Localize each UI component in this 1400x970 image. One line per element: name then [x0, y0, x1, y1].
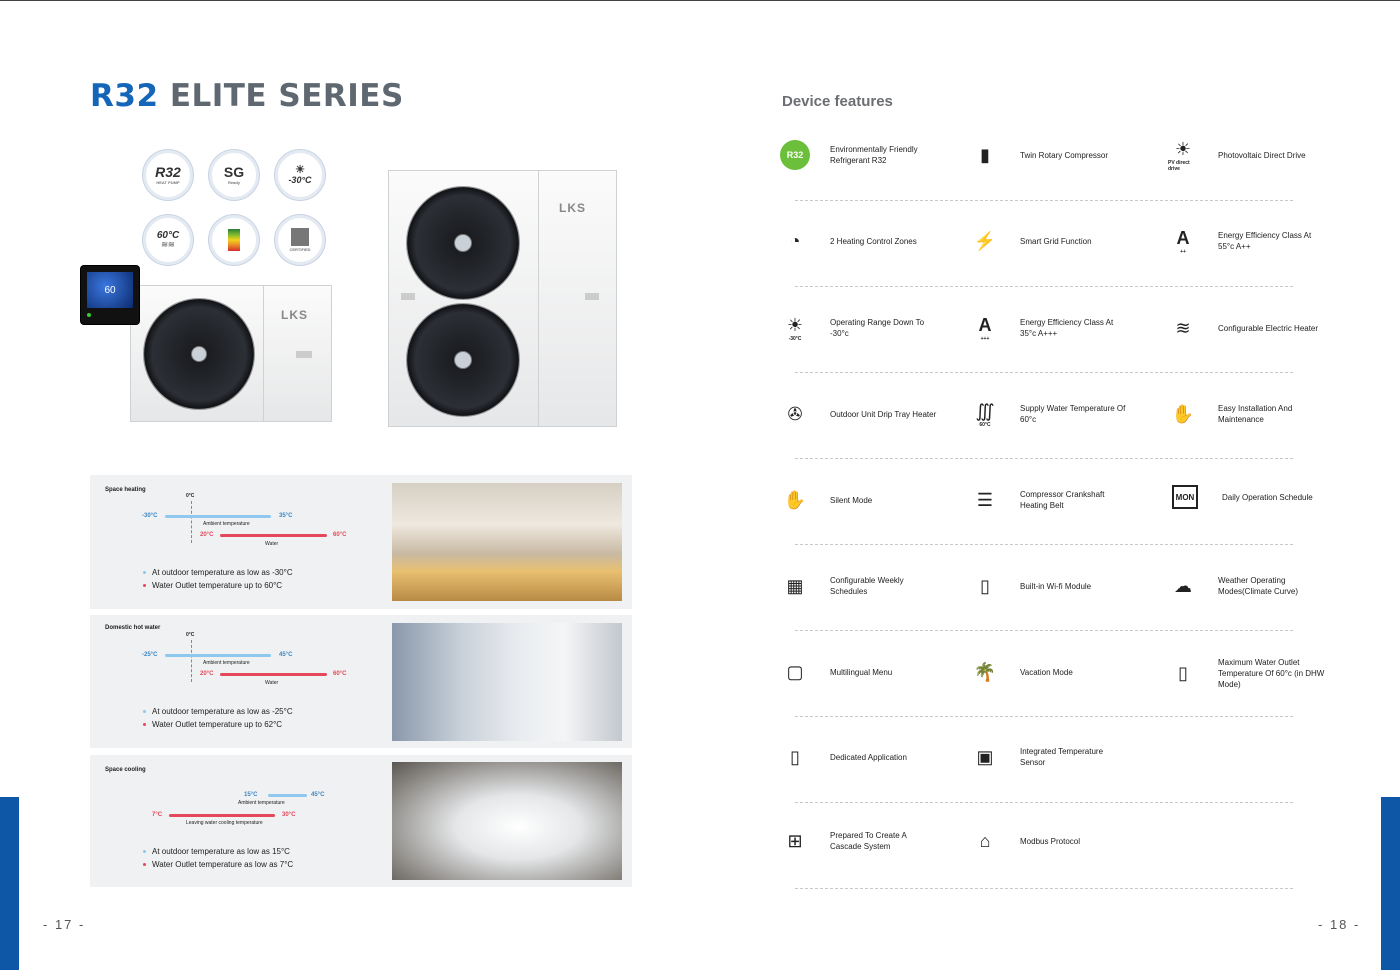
- feature-item: [780, 485, 940, 515]
- ambient-range-bar: [165, 515, 271, 518]
- page-title: [90, 78, 404, 114]
- feature-label: 2 Heating Control Zones: [830, 236, 917, 246]
- sg-ready-badge: SG Ready: [209, 150, 259, 200]
- energy-class-icon: A +++: [978, 314, 992, 342]
- feature-label: Multilingual Menu: [830, 667, 893, 677]
- feature-label: Silent Mode: [830, 495, 873, 505]
- drip-tray-icon: ✇: [787, 403, 803, 424]
- quiet-hand-icon: ✋: [783, 489, 807, 510]
- ambient-range-bar: [165, 654, 271, 657]
- feature-item: [1168, 657, 1328, 690]
- certified-mark-icon: [291, 228, 309, 246]
- panel-title: Space cooling: [105, 767, 146, 773]
- feature-item: [780, 140, 940, 170]
- icon-sublabel: ++: [1180, 248, 1186, 255]
- row-divider: [795, 888, 1293, 889]
- living-room-photo: [392, 483, 622, 601]
- brand-logo: LKS: [559, 201, 586, 215]
- bullet-item: At outdoor temperature as low as 15°C: [143, 847, 290, 856]
- feature-label: Integrated Temperature Sensor: [1020, 747, 1104, 767]
- calendar-week-icon: ▦: [786, 575, 804, 596]
- row-divider: [795, 630, 1293, 631]
- feature-item: [970, 826, 1130, 856]
- icon-sublabel: 60°C: [979, 421, 991, 428]
- water-range-bar: [220, 673, 327, 676]
- smart-grid-tower-icon: ⚡: [973, 230, 997, 251]
- feature-item: [780, 313, 940, 343]
- bullet-item: At outdoor temperature as low as -25°C: [143, 707, 293, 716]
- water-heater-icon: ▯: [1178, 663, 1188, 683]
- r32-heat-pump-badge: R32 HEAT PUMP: [143, 150, 193, 200]
- calendar-mon-icon: MON: [1172, 485, 1198, 509]
- feature-label: Configurable Weekly Schedules: [830, 576, 904, 596]
- controller-screen: 60: [87, 272, 133, 308]
- energy-label-icon: [228, 229, 240, 251]
- large-outdoor-unit: [388, 170, 617, 427]
- icon-sublabel: PV direct drive: [1168, 159, 1190, 172]
- feature-item: [970, 571, 1130, 601]
- feature-label: Weather Operating Modes(Climate Curve): [1218, 576, 1299, 596]
- title-elite-series: ELITE SERIES: [169, 78, 404, 114]
- row-divider: [795, 200, 1293, 201]
- fan-icon: [406, 303, 520, 417]
- small-outdoor-unit: [130, 285, 332, 422]
- panel-title: Domestic hot water: [105, 625, 161, 631]
- cascade-system-icon: ⊞: [787, 830, 803, 851]
- row-divider: [795, 544, 1293, 545]
- space-heating-panel: Space heating 0°C -30°C 35°C Ambient temperature 20°C 60°C Water At outdoor temperature as low as -30°C Water Outlet temperature up to 60°C: [90, 475, 632, 609]
- feature-label: Photovoltaic Direct Drive: [1218, 150, 1306, 160]
- bullet-item: At outdoor temperature as low as -30°C: [143, 568, 293, 577]
- feature-item: [780, 826, 940, 856]
- row-divider: [795, 286, 1293, 287]
- icon-sublabel: +++: [980, 335, 990, 342]
- feature-label: Operating Range Down To -30°c: [830, 318, 925, 338]
- icon-sublabel: -30°C: [788, 335, 802, 342]
- feature-item: [780, 399, 940, 429]
- palm-tree-icon: 🌴: [973, 661, 997, 682]
- bullet-item: Water Outlet temperature as low as 7°C: [143, 860, 293, 869]
- bullet-item: Water Outlet temperature up to 62°C: [143, 720, 282, 729]
- heat-waves-icon: ≋≋: [161, 240, 175, 249]
- feature-item: [970, 657, 1130, 687]
- water-range-bar: [220, 534, 327, 537]
- page-number-right: - 18 -: [1318, 917, 1361, 932]
- feature-item: [970, 226, 1130, 256]
- feature-item: [970, 485, 1130, 515]
- compressor-icon: ▮: [980, 144, 990, 165]
- wifi-module-icon: ▯: [980, 575, 990, 596]
- fan-icon: [406, 186, 520, 300]
- features-title: Device features: [782, 93, 893, 110]
- wrench-hand-icon: ✋: [1171, 403, 1195, 424]
- panel-title: Space heating: [105, 487, 146, 493]
- fan-icon: [143, 298, 255, 410]
- feature-label: Twin Rotary Compressor: [1020, 150, 1109, 160]
- 60c-badge: 60°C ≋≋: [143, 215, 193, 265]
- feature-label: Energy Efficiency Class At 55°c A++: [1218, 231, 1312, 251]
- left-blue-bar: [0, 797, 19, 970]
- feature-item: [1168, 485, 1332, 509]
- row-divider: [795, 458, 1293, 459]
- feature-item: [970, 399, 1130, 429]
- feature-item: [1168, 140, 1328, 170]
- domestic-hot-water-panel: Domestic hot water 0°C -25°C 45°C Ambient temperature 20°C 60°C Water At outdoor temperature as low as -25°C Water Outlet temperature up to 62°C: [90, 615, 632, 748]
- feature-label: Vacation Mode: [1020, 667, 1073, 677]
- energy-label-badge: [209, 215, 259, 265]
- feature-label: Compressor Crankshaft Heating Belt: [1020, 490, 1105, 510]
- temperature-sensor-icon: ▣: [976, 746, 994, 767]
- sun-icon: ☀: [295, 164, 305, 176]
- feature-label: Maximum Water Outlet Temperature Of 60°c (in DHW Mode): [1218, 658, 1325, 689]
- space-cooling-panel: Space cooling 15°C 45°C Ambient temperature 7°C 30°C Leaving water cooling temperature At outdoor temperature as low as 15°C Water Outlet temperature as low as 7°C: [90, 755, 632, 887]
- display-menu-icon: ▢: [786, 661, 804, 682]
- energy-class-icon: A ++: [1176, 227, 1190, 255]
- feature-label: Prepared To Create A Cascade System: [830, 831, 907, 851]
- top-rule: [0, 0, 1400, 1]
- feature-label: Configurable Electric Heater: [1218, 323, 1319, 333]
- feature-label: Dedicated Application: [830, 752, 907, 762]
- solar-panel-icon: ☀ PV direct drive: [1168, 140, 1198, 170]
- feature-label: Energy Efficiency Class At 35°c A+++: [1020, 318, 1114, 338]
- feature-item: [1168, 226, 1328, 256]
- feature-label: Supply Water Temperature Of 60°c: [1020, 404, 1126, 424]
- feature-label: Built-in Wi-fi Module: [1020, 581, 1092, 591]
- feature-item: [780, 571, 940, 601]
- row-divider: [795, 802, 1293, 803]
- row-divider: [795, 716, 1293, 717]
- feature-label: Daily Operation Schedule: [1222, 492, 1313, 502]
- feature-label: Easy Installation And Maintenance: [1218, 404, 1293, 424]
- feature-label: Smart Grid Function: [1020, 236, 1092, 246]
- right-blue-bar: [1381, 797, 1400, 970]
- feature-label: Environmentally Friendly Refrigerant R32: [830, 145, 918, 165]
- page-number-left: - 17 -: [43, 917, 86, 932]
- cooled-room-photo: [392, 762, 622, 880]
- low-temp-badge: ☀ -30°C: [275, 150, 325, 200]
- water-range-bar: [169, 814, 275, 817]
- feature-item: [1168, 313, 1328, 343]
- brand-logo: LKS: [281, 308, 308, 322]
- clock-zones-icon: ◔: [789, 230, 801, 251]
- electric-heater-icon: ≋: [1175, 317, 1191, 338]
- title-r32: R32: [90, 78, 159, 114]
- ambient-range-bar: [268, 794, 307, 797]
- wired-controller: [80, 265, 140, 325]
- feature-item: [970, 742, 1130, 772]
- feature-item: [780, 657, 940, 687]
- certified-badge: CERTIFIED: [275, 215, 325, 265]
- bathroom-photo: [392, 623, 622, 741]
- feature-label: Outdoor Unit Drip Tray Heater: [830, 409, 937, 419]
- water-temp-icon: ∭ 60°C: [975, 400, 995, 428]
- feature-item: [780, 226, 940, 256]
- feature-item: [970, 140, 1130, 170]
- feature-item: [780, 742, 940, 772]
- feature-label: Modbus Protocol: [1020, 836, 1081, 846]
- r32-leaf-icon: R32: [780, 140, 810, 170]
- weather-cloud-icon: ☁: [1174, 575, 1192, 596]
- modbus-house-icon: ⌂: [979, 830, 991, 851]
- feature-item: [970, 313, 1130, 343]
- sun-cold-icon: ☀ -30°C: [786, 314, 804, 342]
- bullet-item: Water Outlet temperature up to 60°C: [143, 581, 282, 590]
- phone-app-icon: ▯: [790, 746, 800, 767]
- heating-belt-icon: ☰: [976, 489, 994, 510]
- row-divider: [795, 372, 1293, 373]
- feature-item: [1168, 399, 1328, 429]
- feature-item: [1168, 571, 1328, 601]
